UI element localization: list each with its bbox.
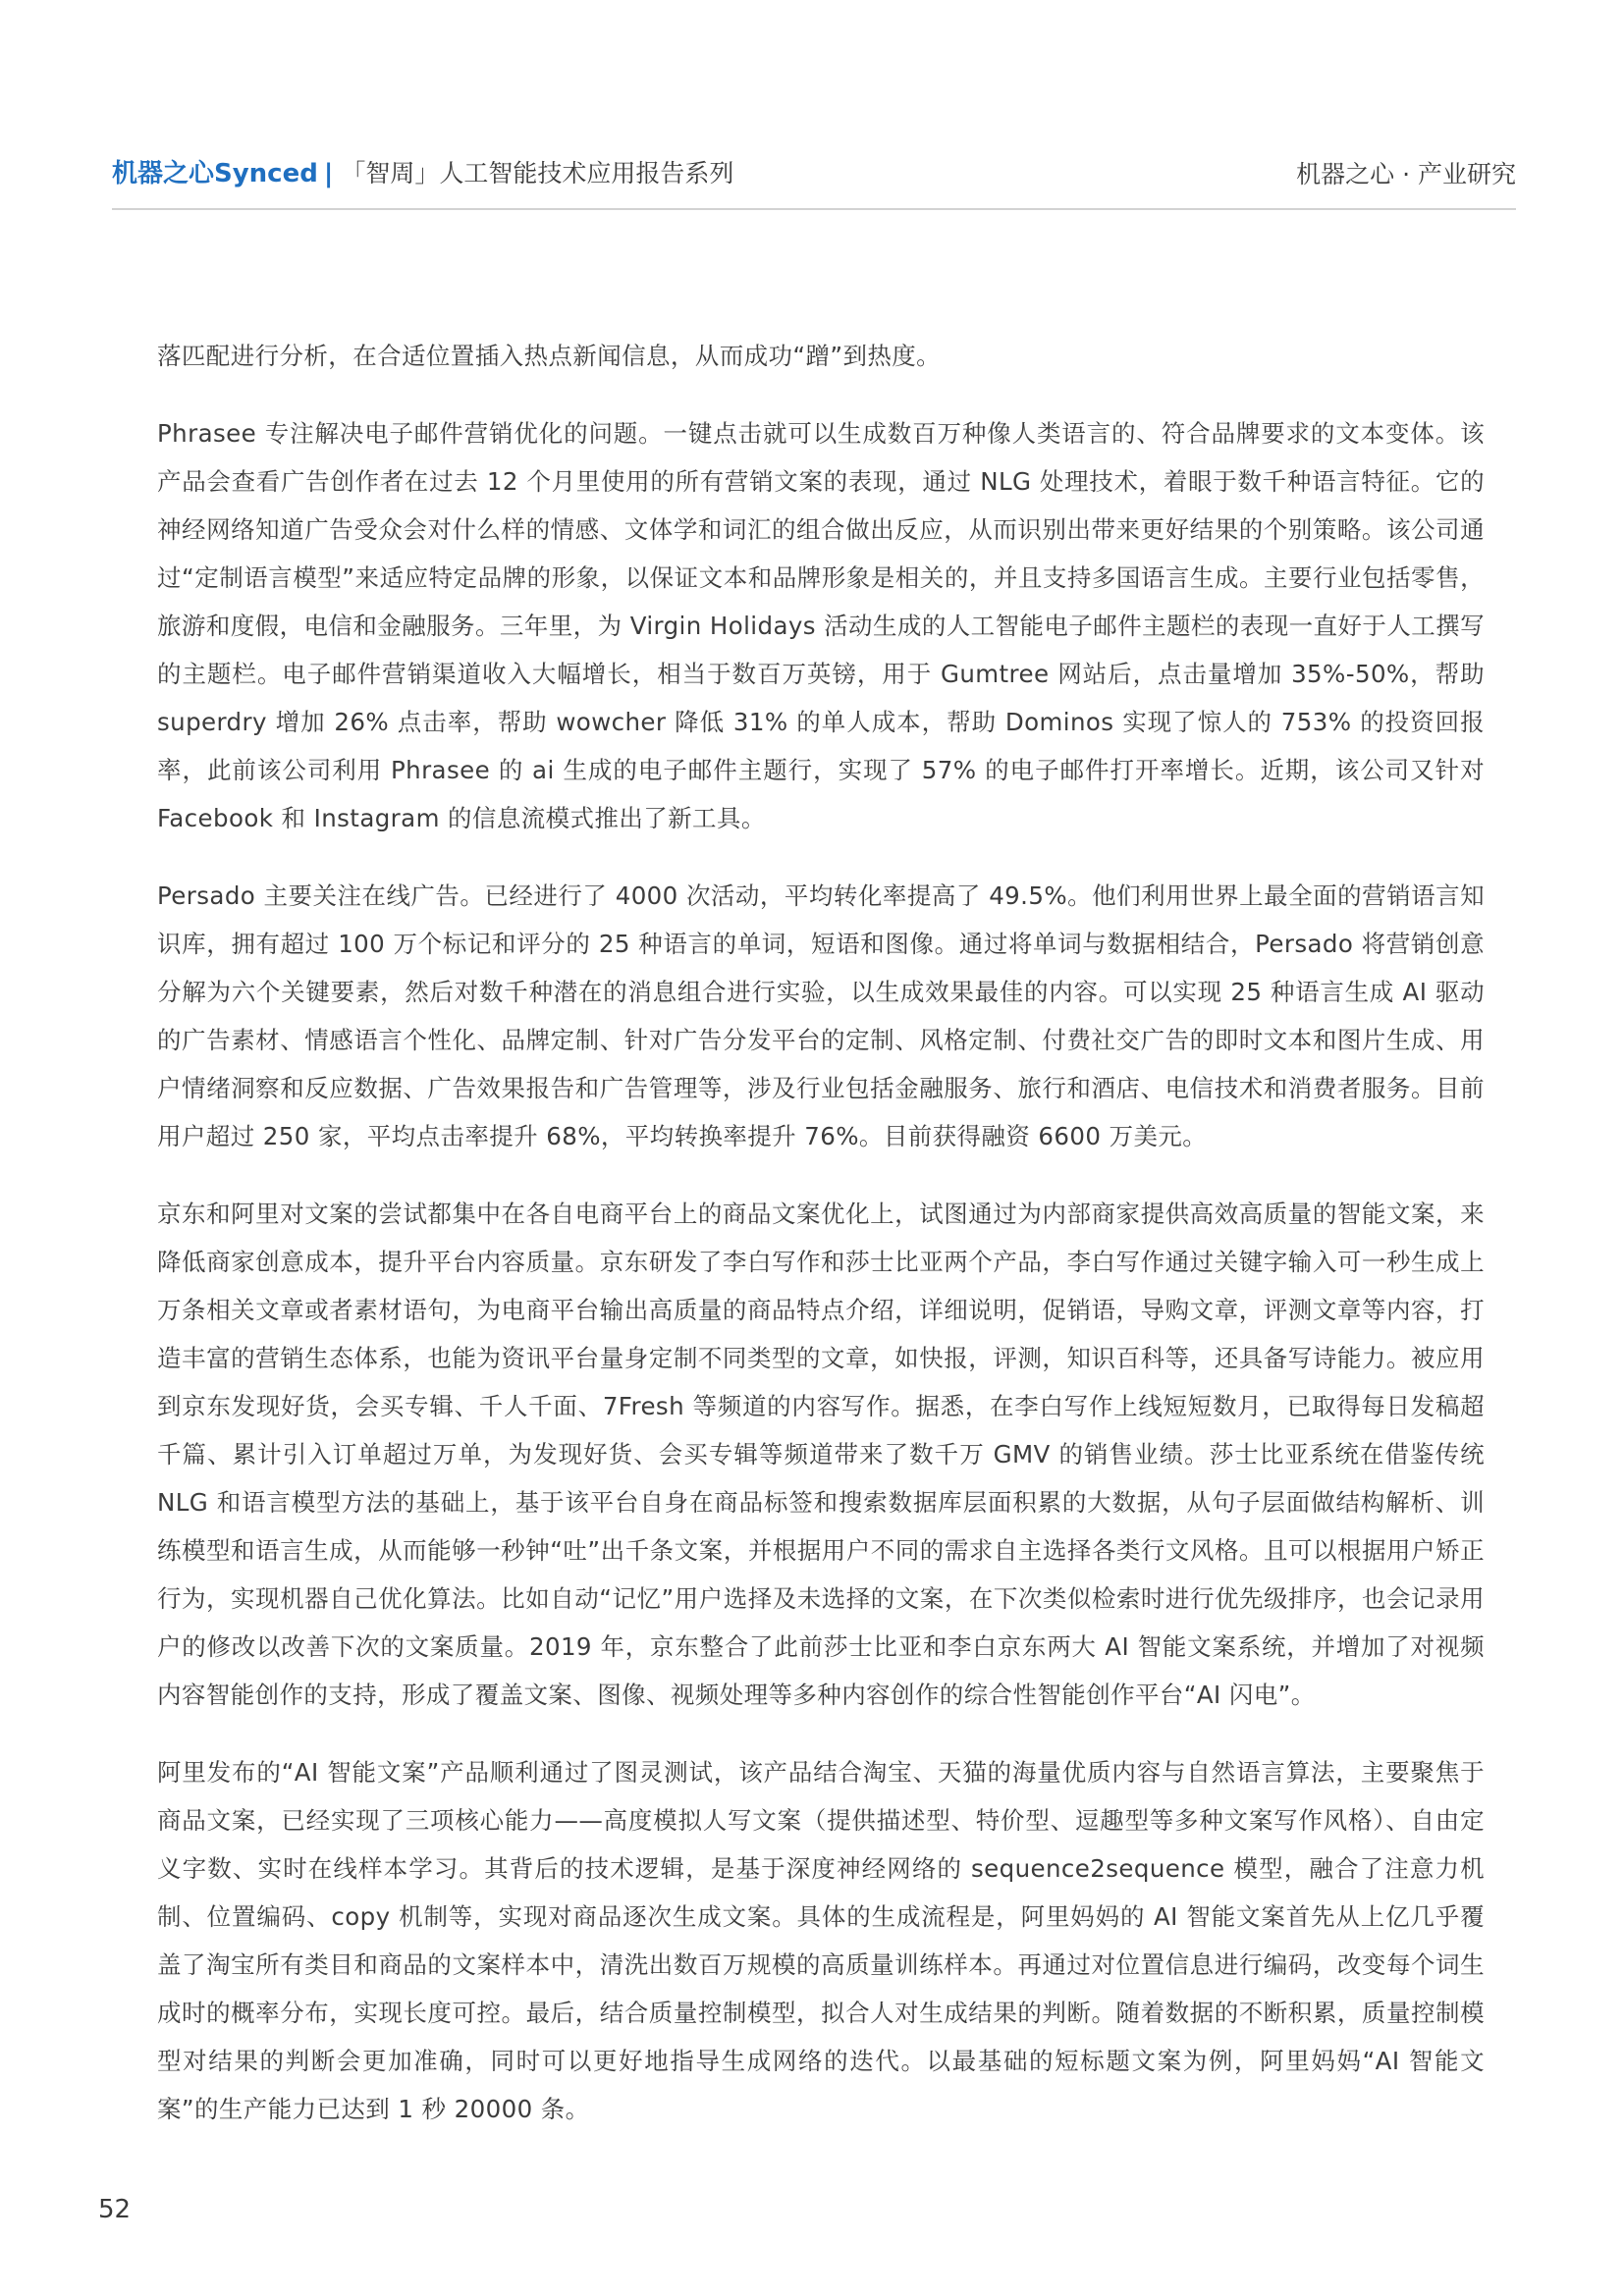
page-header [112,145,1516,194]
paragraph: 落匹配进行分析，在合适位置插入热点新闻信息，从而成功“蹭”到热度。 [157,342,942,370]
header-section-label: 机器之心 · 产业研究 [1296,160,1516,188]
paragraph: Phrasee 专注解决电子邮件营销优化的问题。一键点击就可以生成数百万种像人类语言的、符合品牌要求的文本变体。该产品会查看广告创作者在过去 12 个月里使用的所有营销文案的表现，通过 NLG 处理技术，着眼于数千种语言特征。它的神经网络知道广告受众会对什么样的情感、文体学和词汇的组合做出反应，从而识别出带来更好结果的个别策略。该公司通过“定制语言模型”来适应特定品牌的形象，以保证文本和品牌形象是相关的，并且支持多国语言生成。主要行业包括零售，旅游和度假，电信和金融服务。三年里，为 Virgin Holidays 活动生成的人工智能电子邮件主题栏的表现一直好于人工撰写的主题栏。电子邮件营销渠道收入大幅增长，相当于数百万英镑，用于 Gumtree 网站后，点击量增加 35%-50%，帮助 superdry 增加 26% 点击率，帮助 wowcher 降低 31% 的单人成本，帮助 Dominos 实现了惊人的 753% 的投资回报率，此前该公司利用 Phrasee 的 ai 生成的电子邮件主题行，实现了 57% 的电子邮件打开率增长。近期，该公司又针对 Facebook 和 Instagram 的信息流模式推出了新工具。 [157,419,1485,832]
paragraph: 阿里发布的“AI 智能文案”产品顺利通过了图灵测试，该产品结合淘宝、天猫的海量优质内容与自然语言算法，主要聚焦于商品文案，已经实现了三项核心能力——高度模拟人写文案（提供描述型、特价型、逗趣型等多种文案写作风格）、自由定义字数、实时在线样本学习。其背后的技术逻辑，是基于深度神经网络的 sequence2sequence 模型，融合了注意力机制、位置编码、copy 机制等，实现对商品逐次生成文案。具体的生成流程是，阿里妈妈的 AI 智能文案首先从上亿几乎覆盖了淘宝所有类目和商品的文案样本中，清洗出数百万规模的高质量训练样本。再通过对位置信息进行编码，改变每个词生成时的概率分布，实现长度可控。最后，结合质量控制模型，拟合人对生成结果的判断。随着数据的不断积累，质量控制模型对结果的判断会更加准确，同时可以更好地指导生成网络的迭代。以最基础的短标题文案为例，阿里妈妈“AI 智能文案”的生产能力已达到 1 秒 20000 条。 [157,1758,1485,2123]
report-series-title: 「智周」人工智能技术应用报告系列 [341,159,734,187]
brand-logo-text: 机器之心Synced [112,159,318,188]
brand-line [112,153,733,189]
page-number: 52 [98,2195,132,2224]
header-divider [112,208,1516,210]
paragraph: Persado 主要关注在线广告。已经进行了 4000 次活动，平均转化率提高了 49.5%。他们利用世界上最全面的营销语言知识库，拥有超过 100 万个标记和评分的 25 种语言的单词，短语和图像。通过将单词与数据相结合，Persado 将营销创意分解为六个关键要素，然后对数千种潜在的消息组合进行实验，以生成效果最佳的内容。可以实现 25 种语言生成 AI 驱动的广告素材、情感语言个性化、品牌定制、针对广告分发平台的定制、风格定制、付费社交广告的即时文本和图片生成、用户情绪洞察和反应数据、广告效果报告和广告管理等，涉及行业包括金融服务、旅行和酒店、电信技术和消费者服务。目前用户超过 250 家，平均点击率提升 68%，平均转换率提升 76%。目前获得融资 6600 万美元。 [157,881,1485,1150]
paragraph: 京东和阿里对文案的尝试都集中在各自电商平台上的商品文案优化上，试图通过为内部商家提供高效高质量的智能文案，来降低商家创意成本，提升平台内容质量。京东研发了李白写作和莎士比亚两个产品，李白写作通过关键字输入可一秒生成上万条相关文章或者素材语句，为电商平台输出高质量的商品特点介绍，详细说明，促销语，导购文章，评测文章等内容，打造丰富的营销生态体系，也能为资讯平台量身定制不同类型的文章，如快报，评测，知识百科等，还具备写诗能力。被应用到京东发现好货，会买专辑、千人千面、7Fresh 等频道的内容写作。据悉，在李白写作上线短短数月，已取得每日发稿超千篇、累计引入订单超过万单，为发现好货、会买专辑等频道带来了数千万 GMV 的销售业绩。莎士比亚系统在借鉴传统 NLG 和语言模型方法的基础上，基于该平台自身在商品标签和搜索数据库层面积累的大数据，从句子层面做结构解析、训练模型和语言生成，从而能够一秒钟“吐”出千条文案，并根据用户不同的需求自主选择各类行文风格。且可以根据用户矫正行为，实现机器自己优化算法。比如自动“记忆”用户选择及未选择的文案，在下次类似检索时进行优先级排序，也会记录用户的修改以改善下次的文案质量。2019 年，京东整合了此前莎士比亚和李白京东两大 AI 智能文案系统，并增加了对视频内容智能创作的支持，形成了覆盖文案、图像、视频处理等多种内容创作的综合性智能创作平台“AI 闪电”。 [157,1200,1485,1709]
header-separator: | [323,159,334,188]
body-text [157,332,1485,2163]
